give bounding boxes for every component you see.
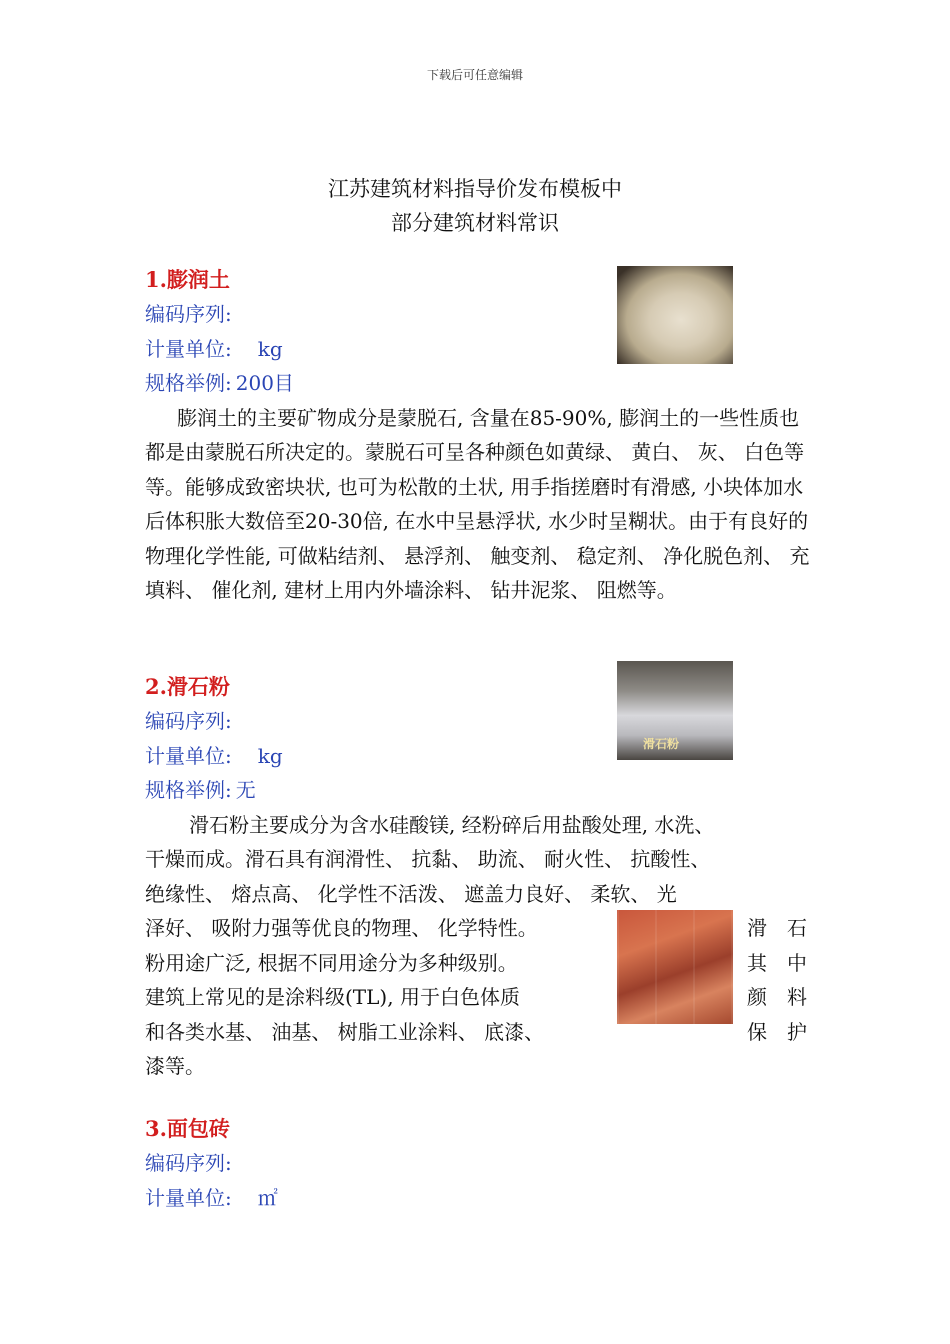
bread-brick-photo [617, 910, 733, 1024]
section-bread-brick [145, 1112, 810, 1215]
photo-label: 滑石粉 [643, 737, 680, 751]
wrapped-text-right: 滑 石 其 中 颜 料 保 护 [747, 916, 807, 1044]
unit-value: kg [257, 336, 283, 361]
code-field: 编码序列: [145, 1151, 232, 1175]
unit-field: 计量单位: kg [145, 743, 283, 768]
unit-value: kg [257, 743, 283, 768]
spec-value: 200目 [235, 371, 294, 395]
talc-powder-photo [617, 661, 733, 760]
section-title: 3.面包砖 [145, 1116, 230, 1141]
spec-value: 无 [235, 778, 256, 802]
unit-field: 计量单位: ㎡ [145, 1185, 278, 1210]
code-field: 编码序列: [145, 302, 232, 326]
header-note: 下载后可任意编辑 [426, 68, 523, 82]
section-title: 1.膨润土 [145, 267, 230, 292]
bentonite-photo [617, 266, 733, 364]
unit-field: 计量单位: kg [145, 336, 283, 361]
document-title [0, 172, 950, 240]
section-paragraph: 膨润土的主要矿物成分是蒙脱石, 含量在85-90%, 膨润土的一些性质也都是由蒙脱石所决定的。蒙脱石可呈各种颜色如黄绿、 黄白、 灰、 白色等等。能够成致密块状, 也可为松散的土状, 用手指搓磨时有滑感, 小块体加水后体积胀大数倍至20-30倍, 在水中呈悬浮状, 水少时呈糊状。由于有良好的物理化学性能, 可做粘结剂、 悬浮剂、 触变剂、 稳定剂、 净化脱色剂、 充填料、 催化剂, 建材上用内外墙涂料、 钻井泥浆、 阻燃等。 [145, 405, 810, 602]
title-line-2: 部分建筑材料常识 [391, 211, 559, 235]
spec-field: 规格举例: 无 [145, 778, 256, 802]
code-field: 编码序列: [145, 709, 232, 733]
section-paragraph: 滑石粉主要成分为含水硅酸镁, 经粉碎后用盐酸处理, 水洗、 干燥而成。滑石具有润滑性、 抗黏、 助流、 耐火性、 抗酸性、 绝缘性、 熔点高、 化学性不活泼、 遮盖力良好、 柔软、 光 泽好、 吸附力强等优良的物理、 化学特性。 粉用途广泛, 根据不同用途分为多种级别。 建筑上常见的是涂料级(TL), 用于白色体质 和各类水基、 油基、 树脂工业涂料、 底漆、 漆等。 [145, 812, 715, 1078]
spec-field: 规格举例: 200目 [145, 371, 294, 395]
unit-value: ㎡ [257, 1185, 278, 1210]
title-line-1: 江苏建筑材料指导价发布模板中 [328, 177, 622, 201]
section-title: 2.滑石粉 [145, 674, 230, 699]
